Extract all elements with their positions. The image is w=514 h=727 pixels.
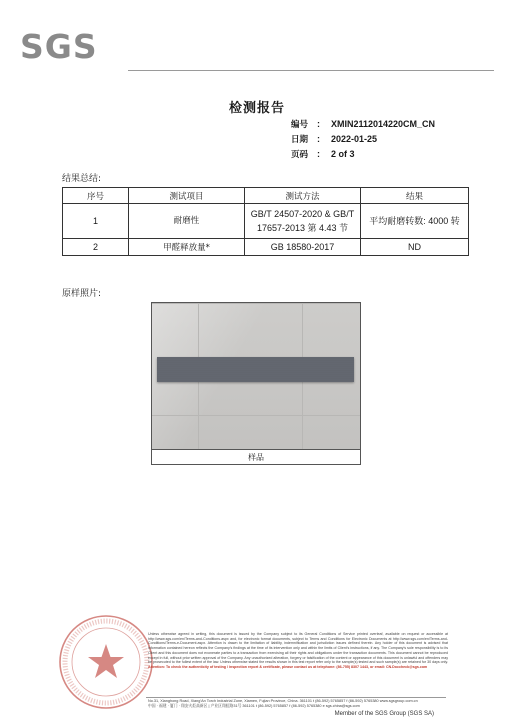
- legal-disclaimer: [148, 632, 448, 670]
- meta-colon: :: [317, 134, 320, 144]
- meta-label: 编号: [291, 120, 309, 130]
- meta-label: 页码: [291, 150, 309, 160]
- meta-value: XMIN2112014220CM_CN: [331, 119, 436, 129]
- sgs-logo: SGS: [20, 27, 98, 66]
- header-rule: [128, 70, 494, 71]
- meta-value: 2022-01-25: [331, 134, 378, 144]
- column-header: 测试方法: [245, 188, 361, 204]
- test-item: 甲醛释放量*: [129, 239, 245, 256]
- test-method: GB 18580-2017: [245, 239, 361, 256]
- column-header: 结果: [361, 188, 469, 204]
- test-method: GB/T 24507-2020 & GB/T 17657-2013 第 4.43 节: [245, 204, 361, 239]
- row-number: 2: [63, 239, 129, 256]
- results-section-label: 结果总结:: [62, 174, 102, 184]
- table-row: [63, 239, 469, 256]
- sample-board: [157, 357, 354, 382]
- report-title: 检测报告: [228, 101, 285, 116]
- address-cn: 中国 · 福建 · 厦门 · 翔安火炬高新区 | 产业区翔虹路31号 361101 t (86-592) 5765857 f (86-592) 5765380 e sgs.china@sgs.com: [148, 704, 360, 709]
- test-result: 平均耐磨转数: 4000 转: [361, 204, 469, 239]
- row-number: 1: [63, 204, 129, 239]
- column-header: 序号: [63, 188, 129, 204]
- report-meta: [291, 117, 435, 162]
- test-item: 耐磨性: [129, 204, 245, 239]
- inspection-seal: [56, 612, 156, 712]
- test-result: ND: [361, 239, 469, 256]
- table-header-row: [63, 188, 469, 204]
- disclaimer-text: Unless otherwise agreed in writing, this document is issued by the Company subject to its General Conditions of Service printed overleaf, available on request or accessible at http://www.sgs.com/en/Terms-and-Conditions.aspx and, for electronic format documents, subject to Terms and Conditions for Electronic Documents at http://www.sgs.com/en/Terms-and-Conditions/Terms-e-Document.aspx. Attention is drawn to the limitation of liability, indemnification and jurisdiction issues defined therein. Any holder of this document is advised that information contained hereon reflects the Company's findings at the time of its intervention only and within the limits of Client's instructions, if any. The Company's sole responsibility is to its Client and this document does not exonerate parties to a transaction from exercising all their rights and obligations under the transaction documents. This document cannot be reproduced except in full, without prior written approval of the Company. Any unauthorized alteration, forgery or falsification of the content or appearance of this document is unlawful and offenders may be prosecuted to the fullest extent of the law. Unless otherwise stated the results shown in this test report refer only to the sample(s) tested and such sample(s) are retained for 30 days only.: [148, 632, 448, 665]
- member-line: Member of the SGS Group (SGS SA): [334, 711, 434, 717]
- meta-row-date: [291, 132, 435, 147]
- address-en: No.31, Xianghong Road, Xiang'An Torch Industrial Zone, Xiamen, Fujian Province, China. 361101 t (86-592) 5765857 f (86-592) 5765380 www.sgsgroup.com.cn: [148, 699, 418, 703]
- sample-photo: [152, 303, 360, 449]
- meta-colon: :: [317, 119, 320, 129]
- footer-rule: [146, 697, 446, 698]
- meta-row-number: [291, 117, 435, 132]
- attention-text: Attention: To check the authenticity of testing / inspection report & certificate, please contact us at telephone: (86-755) 8307 1443, or email: CN.Doccheck@sgs.com: [148, 664, 428, 669]
- meta-label: 日期: [291, 135, 309, 145]
- sample-photo-frame: [151, 302, 361, 465]
- meta-value: 2 of 3: [331, 149, 355, 159]
- results-table: [62, 187, 469, 256]
- table-row: [63, 204, 469, 239]
- meta-row-page: [291, 147, 435, 162]
- footer-address: [148, 699, 448, 710]
- column-header: 测试项目: [129, 188, 245, 204]
- meta-colon: :: [317, 149, 320, 159]
- photo-section-label: 原样照片:: [62, 289, 102, 299]
- photo-caption: 样品: [152, 449, 360, 465]
